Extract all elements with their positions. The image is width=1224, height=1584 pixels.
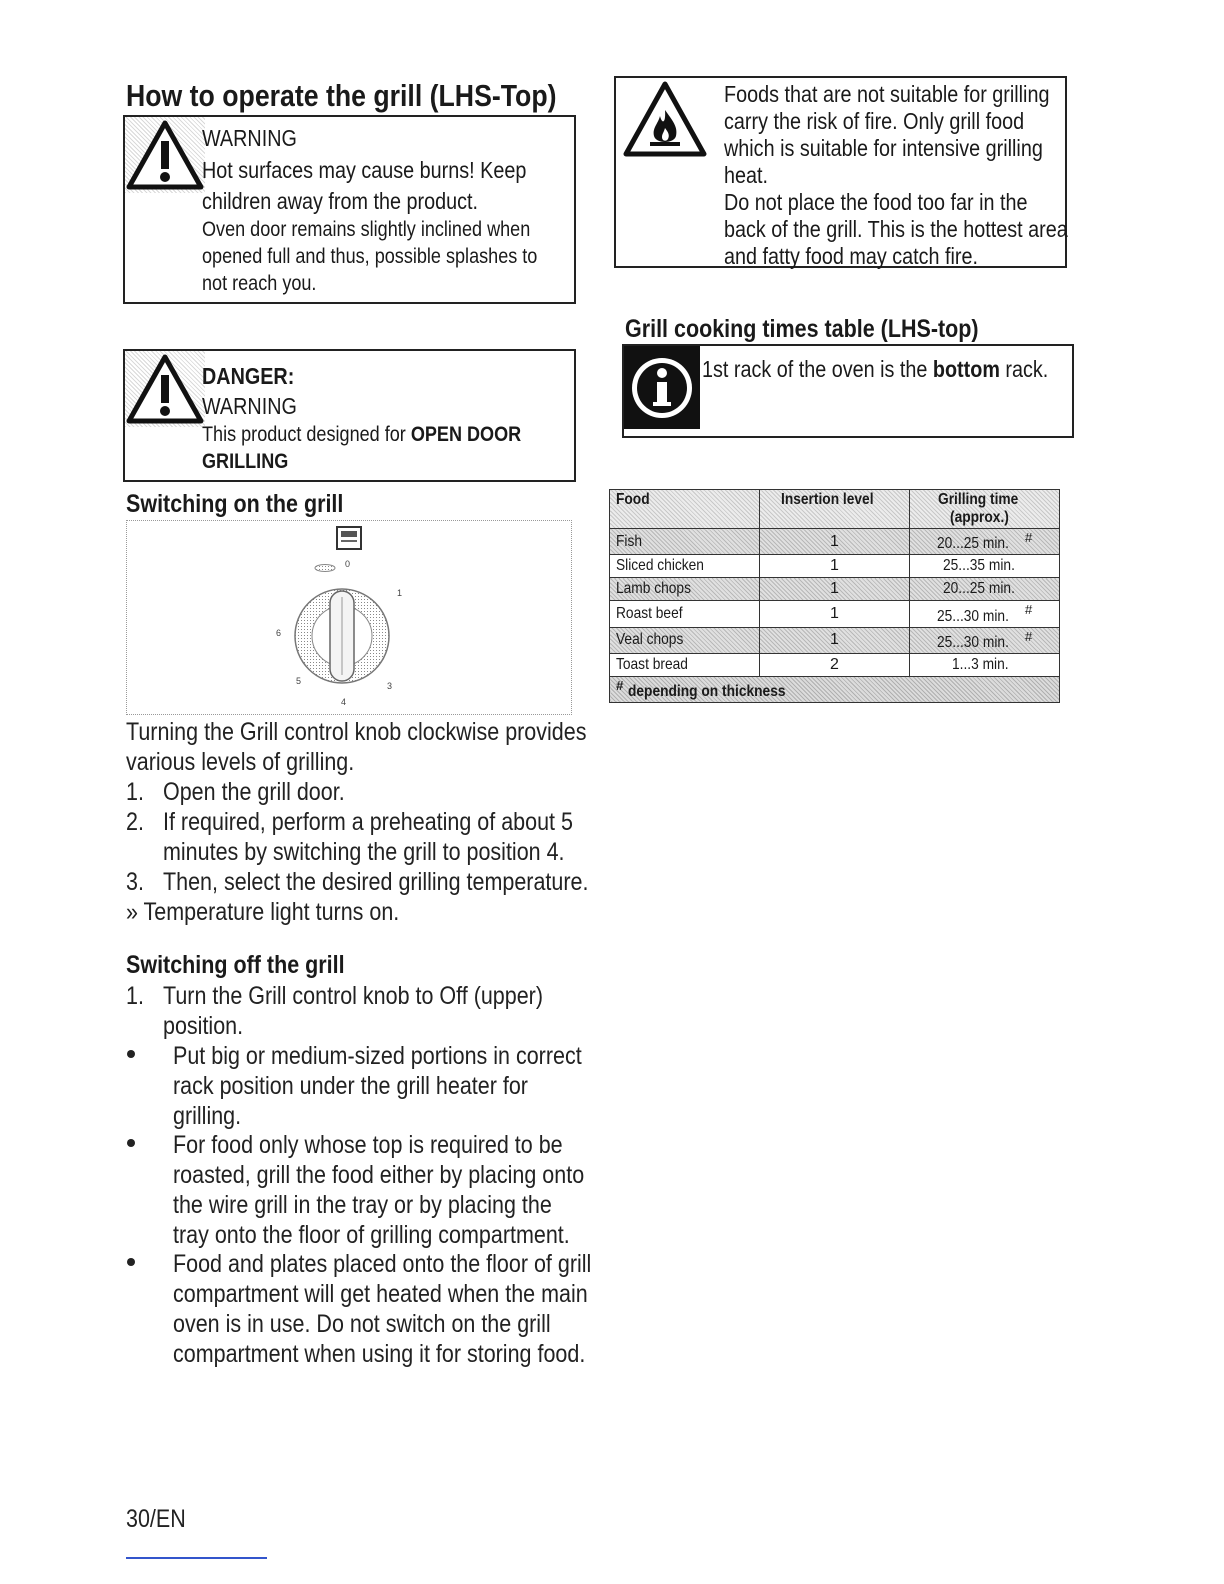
fire-warning-line: back of the grill. This is the hottest area [724,216,1068,242]
cell-time: 25...30 min. # [910,627,1060,653]
cell-food: Fish [610,529,760,555]
info-icon [624,346,700,429]
page-number: 30/EN [126,1505,186,1533]
cell-level: 1 [760,627,910,653]
grill-times-table [609,489,1060,703]
fire-warning-box [614,76,1067,268]
table-row [610,578,1060,601]
step-number: 3. [126,868,144,896]
grill-symbol-icon [337,527,361,549]
knob-label-5: 5 [296,676,302,686]
cell-time: 20...25 min. # [910,529,1060,555]
danger-sub: WARNING [202,393,297,419]
fire-warning-line: which is suitable for intensive grilling [724,135,1043,161]
header-insertion-level: Insertion level [760,490,910,529]
step-number: 1. [126,982,144,1010]
info-text: 1st rack of the oven is the bottom rack. [702,356,1049,382]
step-text: minutes by switching the grill to position 4. [163,838,565,866]
table-row [610,653,1060,676]
step-number: 1. [126,778,144,806]
switch-on-heading: Switching on the grill [126,490,344,518]
bullet-text: rack position under the grill heater for [173,1072,528,1100]
cell-time: 1...3 min. [910,653,1060,676]
danger-line: GRILLING [202,450,289,473]
switch-off-heading: Switching off the grill [126,951,345,979]
switch-on-intro: Turning the Grill control knob clockwise provides [126,718,587,746]
bullet-dot [127,1050,135,1058]
header-grilling-time: Grilling time (approx.) [910,490,1060,529]
step-number: 2. [126,808,144,836]
knob-label-4: 4 [341,697,347,707]
bullet-text: grilling. [173,1102,242,1130]
bullet-text: Food and plates placed onto the floor of grill [173,1250,592,1278]
table-row [610,529,1060,555]
fire-warning-line: and fatty food may catch fire. [724,243,978,269]
step-result: » Temperature light turns on. [126,898,400,926]
bullet-text: the wire grill in the tray or by placing the [173,1191,552,1219]
cell-food: Toast bread [610,653,760,676]
danger-triangle-icon [125,351,205,427]
bullet-text: compartment when using it for storing food. [173,1340,586,1368]
cell-time: 25...30 min. # [910,601,1060,627]
table-row [610,627,1060,653]
step-text: Open the grill door. [163,778,345,806]
grill-knob-illustration [126,520,572,715]
danger-box [123,349,576,482]
cell-level: 1 [760,601,910,627]
cell-food: Sliced chicken [610,555,760,578]
knob-label-1: 1 [397,588,403,598]
step-text: position. [163,1012,244,1040]
warning-line: Hot surfaces may cause burns! Keep [202,157,527,183]
bullet-dot [127,1139,135,1147]
cell-food: Roast beef [610,601,760,627]
cell-time: 25...35 min. [910,555,1060,578]
step-text: If required, perform a preheating of about 5 [163,808,573,836]
footer-rule [126,1557,267,1559]
table-footnote-row [610,676,1060,702]
cell-level: 1 [760,555,910,578]
fire-warning-line: Foods that are not suitable for grilling [724,81,1050,107]
table-row [610,555,1060,578]
knob-label-0: 0 [345,559,351,569]
cell-food: Veal chops [610,627,760,653]
warning-note: Oven door remains slightly inclined when [202,218,531,241]
page-title: How to operate the grill (LHS-Top) [126,78,557,113]
danger-heading: DANGER: [202,363,295,389]
warning-triangle-icon [125,117,205,193]
bullet-text: roasted, grill the food either by placing onto [173,1161,585,1189]
warning-box [123,115,576,304]
switch-on-intro: various levels of grilling. [126,748,355,776]
table-row [610,601,1060,627]
bullet-text: oven is in use. Do not switch on the grill [173,1310,551,1338]
fire-warning-icon [622,80,708,165]
warning-note: opened full and thus, possible splashes to [202,245,538,268]
knob-label-6: 6 [276,628,282,638]
danger-line: This product designed for OPEN DOOR [202,423,522,446]
cell-level: 1 [760,578,910,601]
cell-time: 20...25 min. [910,578,1060,601]
cell-level: 2 [760,653,910,676]
table-footnote: # depending on thickness [610,676,1060,702]
bullet-text: tray onto the floor of grilling compartment. [173,1221,570,1249]
cell-level: 1 [760,529,910,555]
warning-note: not reach you. [202,272,317,295]
bullet-text: Put big or medium-sized portions in correct [173,1042,582,1070]
header-food: Food [610,490,760,529]
table-header-row [610,490,1060,529]
bullet-dot [127,1258,135,1266]
info-box [622,344,1074,438]
step-text: Then, select the desired grilling temperature. [163,868,589,896]
cell-food: Lamb chops [610,578,760,601]
bullet-text: compartment will get heated when the main [173,1280,588,1308]
warning-line: children away from the product. [202,188,478,214]
warning-heading: WARNING [202,125,297,151]
bullet-text: For food only whose top is required to be [173,1131,563,1159]
fire-warning-line: heat. [724,162,768,188]
knob-label-3: 3 [387,681,393,691]
fire-warning-line: Do not place the food too far in the [724,189,1028,215]
fire-warning-line: carry the risk of fire. Only grill food [724,108,1025,134]
step-text: Turn the Grill control knob to Off (upper) [163,982,543,1010]
table-heading: Grill cooking times table (LHS-top) [625,315,979,343]
